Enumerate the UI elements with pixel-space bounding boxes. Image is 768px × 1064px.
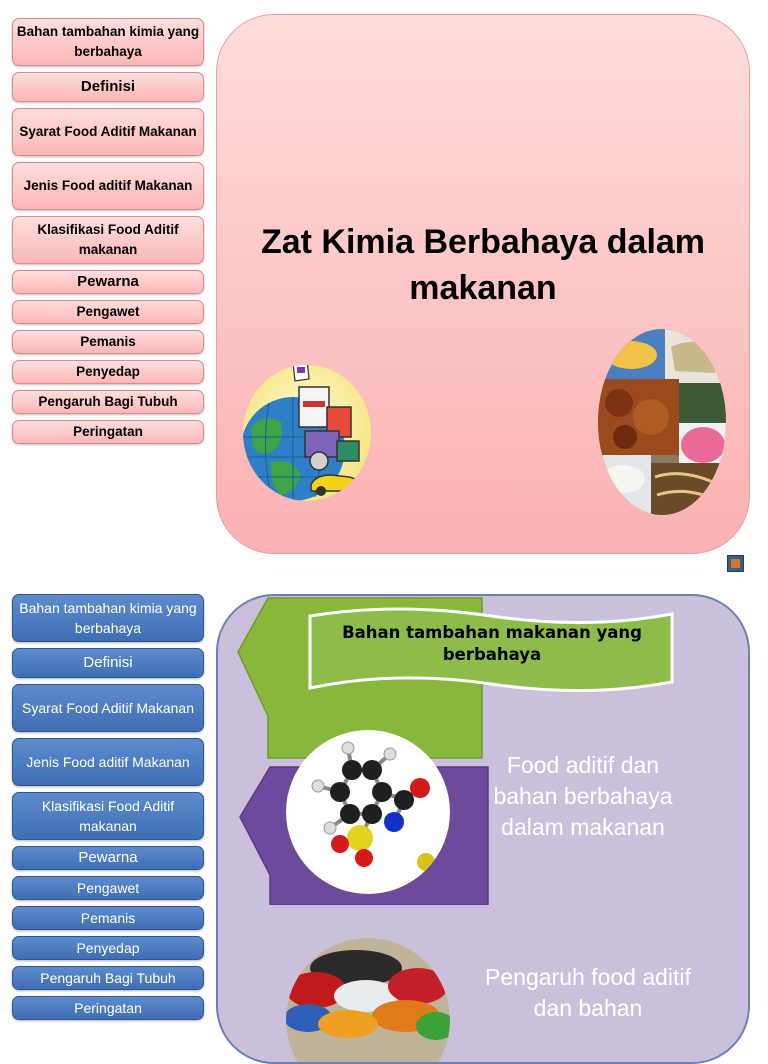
- nav-penyedap-button[interactable]: Penyedap: [12, 360, 204, 384]
- food-collage-image: [595, 327, 729, 517]
- slide2-banner-title: Bahan tambahan makanan yang berbahaya: [342, 623, 642, 664]
- slide-corner-icon[interactable]: [727, 555, 744, 572]
- nav-pewarna-button[interactable]: Pewarna: [12, 846, 204, 870]
- nav-syarat-button[interactable]: Syarat Food Aditif Makanan: [12, 684, 204, 732]
- nav-klasifikasi-button[interactable]: Klasifikasi Food Aditif makanan: [12, 792, 204, 840]
- callout-pengaruh-text: Pengaruh food aditif dan bahan: [485, 964, 691, 1021]
- nav-pengaruh-button[interactable]: Pengaruh Bagi Tubuh: [12, 390, 204, 414]
- nav-pengaruh-button[interactable]: Pengaruh Bagi Tubuh: [12, 966, 204, 990]
- nav-bahan-tambahan-button[interactable]: Bahan tambahan kimia yang berbahaya: [12, 18, 204, 66]
- nav-pemanis-button[interactable]: Pemanis: [12, 906, 204, 930]
- molecule-image: [286, 730, 450, 894]
- slide1-panel: [216, 14, 750, 554]
- nav-jenis-button[interactable]: Jenis Food aditif Makanan: [12, 738, 204, 786]
- nav-peringatan-button[interactable]: Peringatan: [12, 996, 204, 1020]
- nav-pengawet-button[interactable]: Pengawet: [12, 300, 204, 324]
- nav-penyedap-button[interactable]: Penyedap: [12, 936, 204, 960]
- nav-klasifikasi-button[interactable]: Klasifikasi Food Aditif makanan: [12, 216, 204, 264]
- nav-definisi-button[interactable]: Definisi: [12, 648, 204, 678]
- nav-pewarna-button[interactable]: Pewarna: [12, 270, 204, 294]
- nav-definisi-button[interactable]: Definisi: [12, 72, 204, 102]
- nav-pengawet-button[interactable]: Pengawet: [12, 876, 204, 900]
- slide2-panel: [216, 594, 750, 1064]
- nav-syarat-button[interactable]: Syarat Food Aditif Makanan: [12, 108, 204, 156]
- nav-jenis-button[interactable]: Jenis Food aditif Makanan: [12, 162, 204, 210]
- nav-peringatan-button[interactable]: Peringatan: [12, 420, 204, 444]
- nav-bahan-tambahan-button[interactable]: Bahan tambahan kimia yang berbahaya: [12, 594, 204, 642]
- callout-food-aditif-text: Food aditif dan bahan berbahaya dalam makanan: [493, 752, 673, 840]
- callout-pengaruh: [424, 942, 696, 1064]
- nav-pemanis-button[interactable]: Pemanis: [12, 330, 204, 354]
- globe-clipart-icon: [241, 357, 373, 503]
- colored-grains-image: [286, 938, 450, 1064]
- slide1-title: Zat Kimia Berbahaya dalam makanan: [260, 223, 706, 307]
